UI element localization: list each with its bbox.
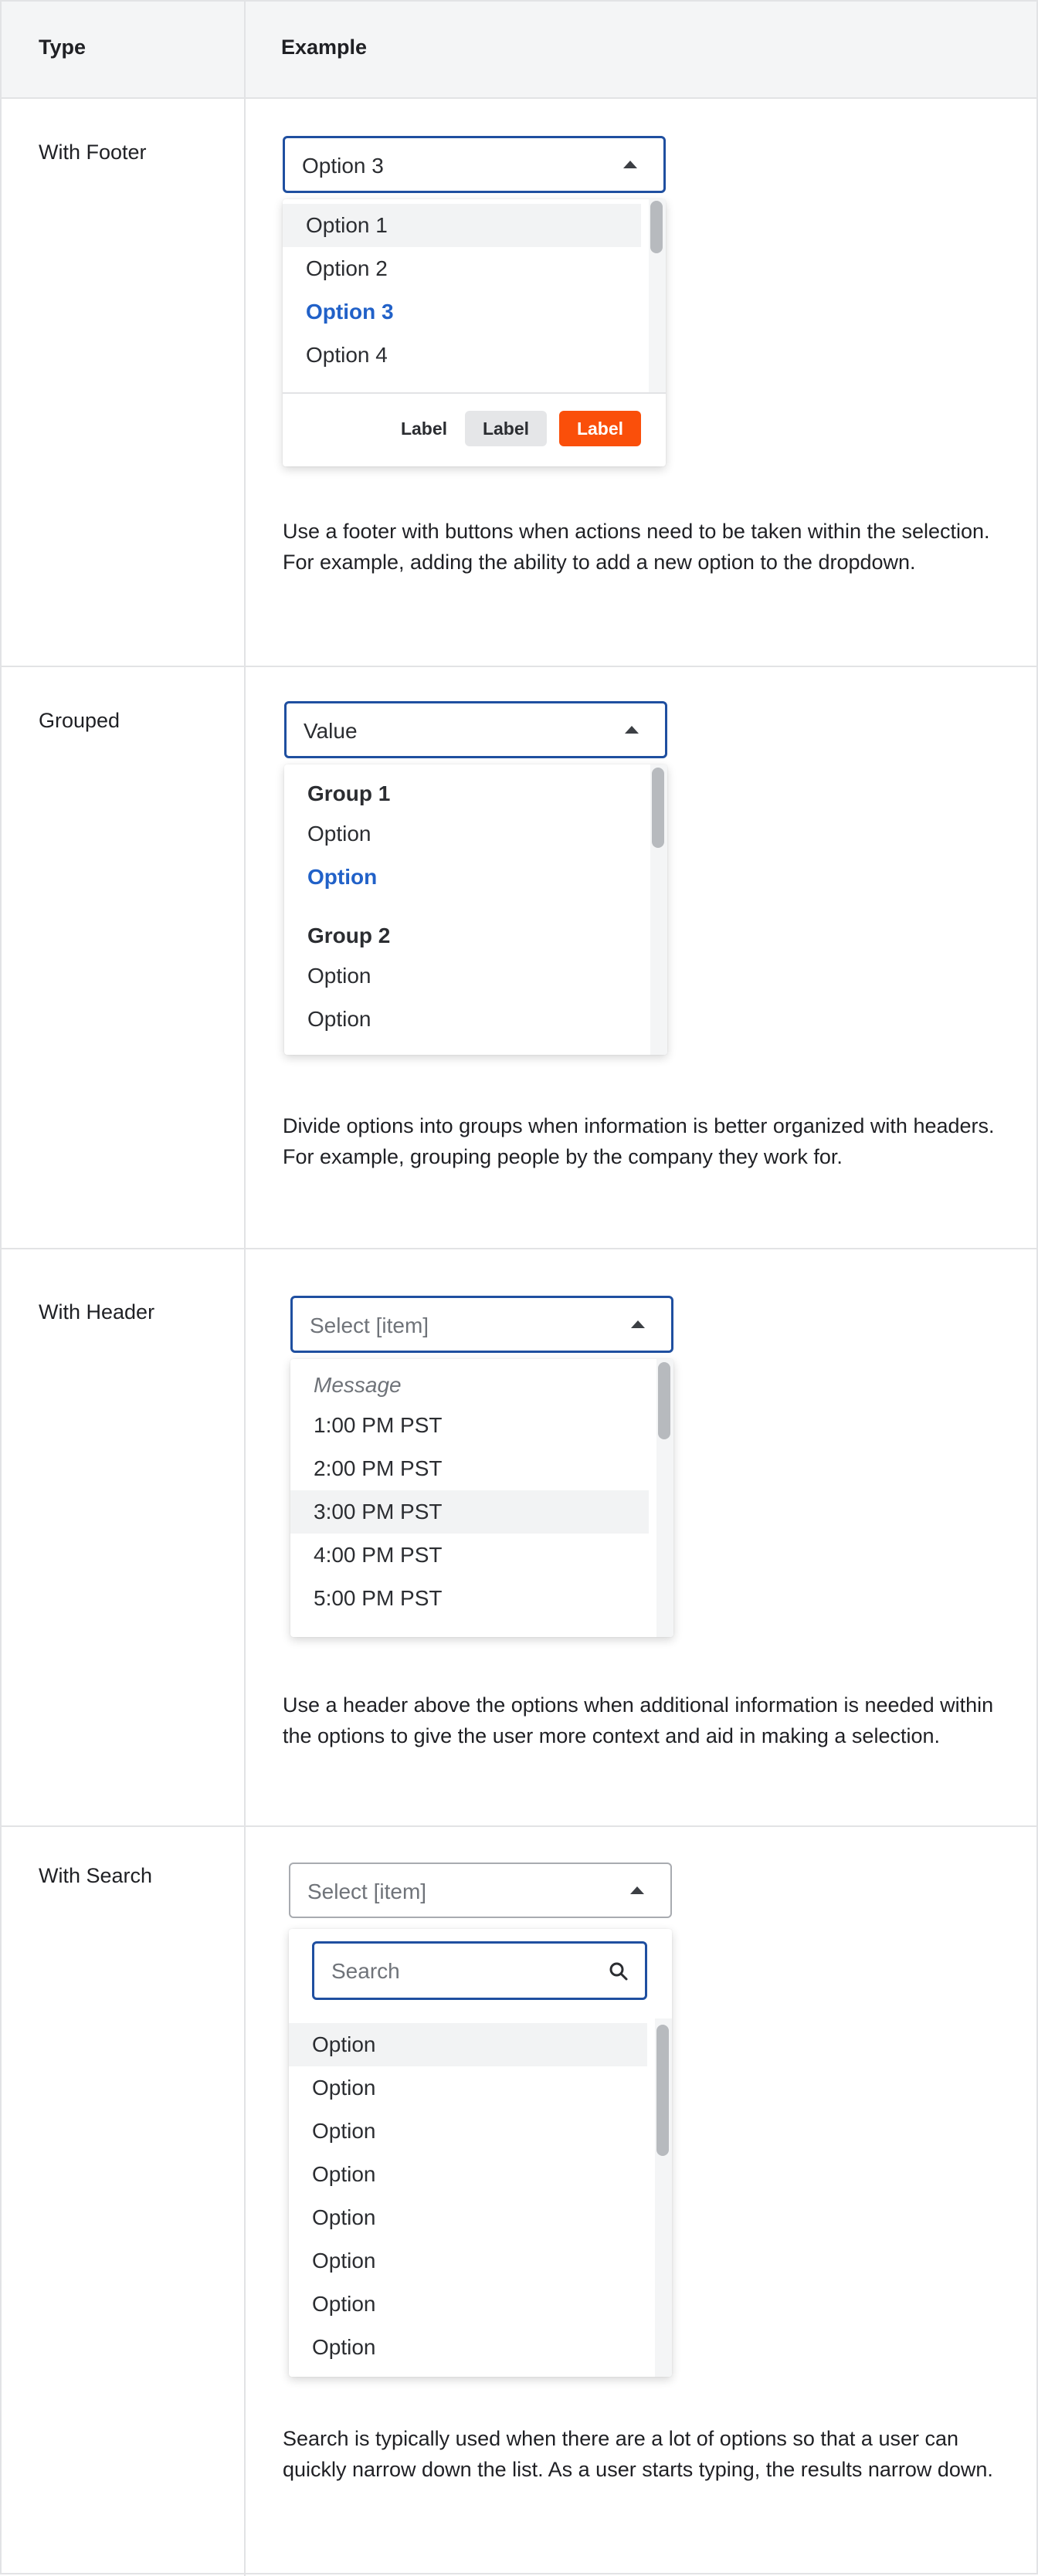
- column-header-example: Example: [281, 36, 368, 59]
- caret-up-icon: [631, 1320, 645, 1328]
- menu-option[interactable]: 4:00 PM PST: [314, 1543, 443, 1567]
- menu-option[interactable]: Option 1: [283, 204, 641, 247]
- row-description: Search is typically used when there are a lot of options so that a user can quickly narrow down the list. As a user starts typing, the results narrow down.: [283, 2427, 993, 2481]
- dropdown-menu-with-footer: [283, 199, 666, 466]
- menu-option[interactable]: 2:00 PM PST: [314, 1456, 443, 1480]
- menu-option[interactable]: Option: [307, 822, 371, 846]
- select-with-footer[interactable]: [283, 136, 666, 193]
- menu-option[interactable]: Option: [307, 1007, 371, 1031]
- row-divider: [2, 1825, 1036, 1827]
- column-divider: [244, 2, 246, 2576]
- select-value: Value: [304, 719, 358, 743]
- search-placeholder: Search: [331, 1959, 400, 1983]
- row-divider: [2, 666, 1036, 667]
- scrollbar-thumb[interactable]: [656, 2025, 669, 2156]
- row-divider: [2, 1248, 1036, 1249]
- row-description: Use a header above the options when additional information is needed within the options to give the user more context and aid in making a selection.: [283, 1693, 994, 1747]
- footer-button-secondary[interactable]: Label: [465, 411, 547, 446]
- select-with-search[interactable]: [289, 1863, 672, 1918]
- footer-divider: [283, 392, 666, 394]
- row-type-label: With Footer: [39, 141, 147, 164]
- search-input[interactable]: [312, 1941, 647, 2000]
- menu-option[interactable]: 5:00 PM PST: [314, 1586, 443, 1610]
- menu-option[interactable]: Option: [312, 2249, 376, 2273]
- menu-header-message: Message: [314, 1373, 402, 1397]
- menu-option[interactable]: Option: [307, 964, 371, 988]
- scrollbar-thumb[interactable]: [652, 768, 664, 848]
- footer-button-tertiary[interactable]: Label: [400, 419, 448, 439]
- group-header: Group 2: [307, 924, 391, 947]
- row-type-label: With Search: [39, 1864, 153, 1887]
- row-description: Use a footer with buttons when actions need to be taken within the selection. For example, adding the ability to add a new option to the dropdown.: [283, 520, 990, 574]
- row-type-label: With Header: [39, 1300, 155, 1324]
- select-with-header[interactable]: [290, 1296, 673, 1353]
- row-description: Divide options into groups when information is better organized with headers. For example, grouping people by the company they work for.: [283, 1114, 995, 1168]
- scrollbar-thumb[interactable]: [650, 201, 663, 253]
- search-icon: [608, 1961, 629, 1982]
- menu-option[interactable]: Option 4: [306, 343, 388, 367]
- menu-option-selected[interactable]: Option 3: [306, 300, 394, 324]
- footer-button-primary[interactable]: Label: [559, 411, 641, 446]
- menu-option-hovered[interactable]: 3:00 PM PST: [290, 1490, 649, 1534]
- menu-option[interactable]: Option 2: [306, 256, 388, 280]
- row-type-label: Grouped: [39, 709, 120, 732]
- menu-option-selected[interactable]: Option: [307, 865, 378, 889]
- menu-option[interactable]: Option: [312, 2162, 376, 2186]
- dropdown-menu-grouped: [284, 764, 667, 1055]
- menu-option[interactable]: Option: [289, 2023, 647, 2066]
- caret-up-icon: [623, 161, 637, 168]
- select-placeholder: Select [item]: [307, 1879, 427, 1903]
- dropdown-menu-with-header: [290, 1359, 673, 1637]
- column-header-type: Type: [39, 36, 86, 59]
- scrollbar-thumb[interactable]: [658, 1362, 670, 1439]
- dropdown-menu-with-search: [289, 1929, 672, 2377]
- caret-up-icon: [630, 1886, 644, 1894]
- caret-up-icon: [625, 726, 639, 734]
- menu-option[interactable]: Option: [312, 2119, 376, 2143]
- table-header-row: [2, 2, 1036, 99]
- menu-option[interactable]: Option: [312, 2205, 376, 2229]
- select-grouped[interactable]: [284, 701, 667, 758]
- group-header: Group 1: [307, 781, 391, 805]
- menu-option[interactable]: Option: [312, 2335, 376, 2359]
- menu-option[interactable]: Option: [312, 2076, 376, 2100]
- select-placeholder: Select [item]: [310, 1313, 429, 1337]
- menu-option[interactable]: 1:00 PM PST: [314, 1413, 443, 1437]
- select-value: Option 3: [302, 154, 384, 178]
- menu-option[interactable]: Option: [312, 2292, 376, 2316]
